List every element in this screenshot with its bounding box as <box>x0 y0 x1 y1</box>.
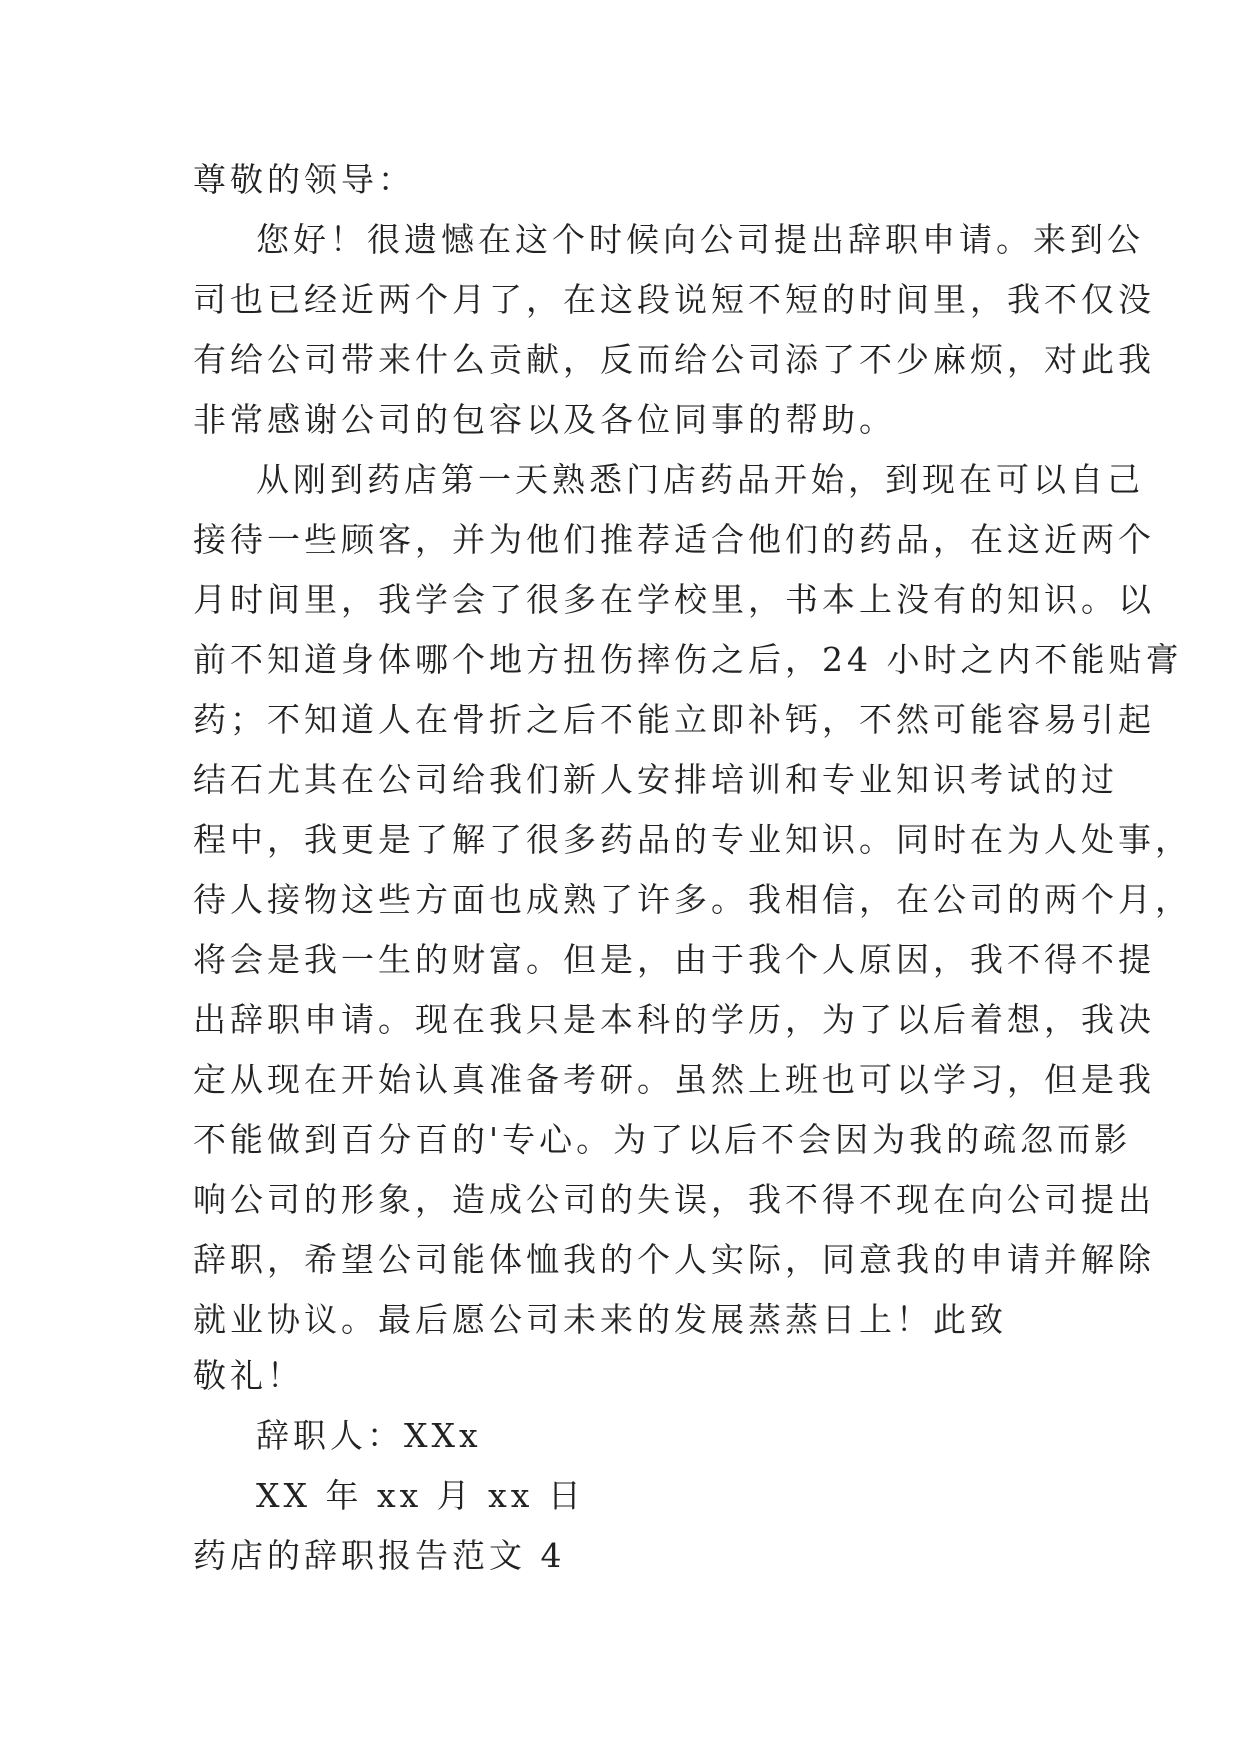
salutation: 尊敬的领导： <box>193 160 415 199</box>
body-line: 定从现在开始认真准备考研。虽然上班也可以学习，但是我 <box>193 1060 1155 1099</box>
body-line: 从刚到药店第一天熟悉门店药品开始，到现在可以自己 <box>256 460 1144 499</box>
body-line: 待人接物这些方面也成熟了许多。我相信，在公司的两个月， <box>193 880 1192 919</box>
signer: 辞职人：XXx <box>256 1416 482 1455</box>
body-line: 程中，我更是了解了很多药品的专业知识。同时在为人处事， <box>193 820 1192 859</box>
body-line: 将会是我一生的财富。但是，由于我个人原因，我不得不提 <box>193 940 1155 979</box>
body-line: 辞职，希望公司能体恤我的个人实际，同意我的申请并解除 <box>193 1240 1155 1279</box>
body-line: 接待一些顾客，并为他们推荐适合他们的药品，在这近两个 <box>193 520 1155 559</box>
next-section-title: 药店的辞职报告范文 4 <box>193 1536 566 1575</box>
body-line: 月时间里，我学会了很多在学校里，书本上没有的知识。以 <box>193 580 1155 619</box>
body-line: 就业协议。最后愿公司未来的发展蒸蒸日上！此致 <box>193 1300 1007 1339</box>
date: XX 年 xx 月 xx 日 <box>256 1476 585 1515</box>
body-line: 您好！很遗憾在这个时候向公司提出辞职申请。来到公 <box>256 220 1144 259</box>
body-line: 非常感谢公司的包容以及各位同事的帮助。 <box>193 400 896 439</box>
closing-text: 敬礼！ <box>193 1356 304 1395</box>
body-line: 不能做到百分百的'专心。为了以后不会因为我的疏忽而影 <box>193 1120 1132 1159</box>
body-line: 有给公司带来什么贡献，反而给公司添了不少麻烦，对此我 <box>193 340 1155 379</box>
body-line: 司也已经近两个月了，在这段说短不短的时间里，我不仅没 <box>193 280 1155 319</box>
body-line: 前不知道身体哪个地方扭伤摔伤之后，24 小时之内不能贴膏 <box>193 640 1183 679</box>
body-line: 出辞职申请。现在我只是本科的学历，为了以后着想，我决 <box>193 1000 1155 1039</box>
body-line: 响公司的形象，造成公司的失误，我不得不现在向公司提出 <box>193 1180 1155 1219</box>
body-line: 结石尤其在公司给我们新人安排培训和专业知识考试的过 <box>193 760 1118 799</box>
body-line: 药；不知道人在骨折之后不能立即补钙，不然可能容易引起 <box>193 700 1155 739</box>
